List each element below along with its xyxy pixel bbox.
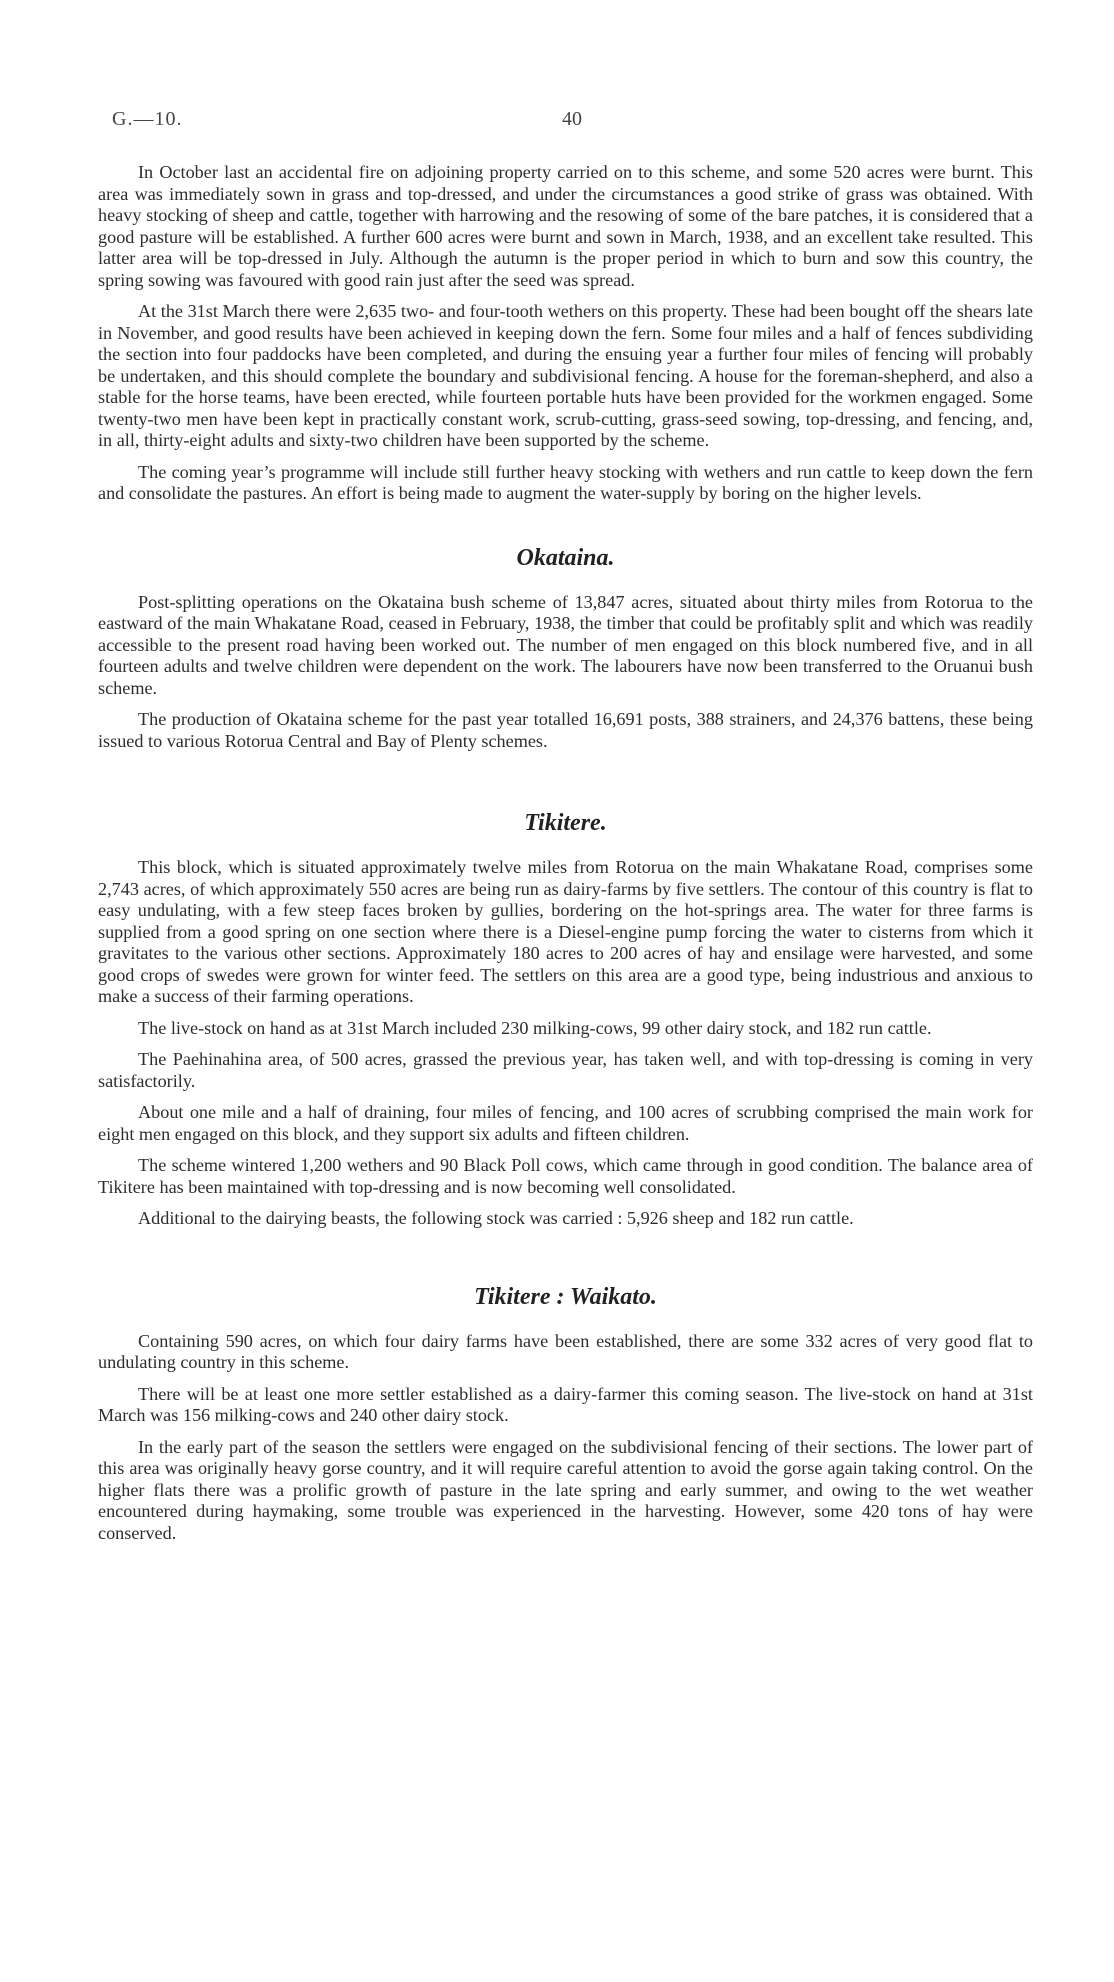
paragraph: In October last an accidental fire on adjoining property carried on to this scheme, and some 520 acres were burnt. This area was immediately sown in grass and top-dressed, and under the circumstances a good strike of grass was obtained. With heavy stocking of sheep and cattle, together with harrowing and the resowing of some of the bare patches, it is considered that a good pasture will be established. A further 600 acres were burnt and sown in March, 1938, and an excellent take resulted. This latter area will be top-dressed in July. Although the autumn is the proper period in which to burn and sow this country, the spring sowing was favoured with good rain just after the seed was spread.: [98, 162, 1033, 290]
document-reference: G.—10.: [112, 108, 183, 130]
paragraph: This block, which is situated approximately twelve miles from Rotorua on the main Whakatane Road, comprises some 2,743 acres, of which approximately 550 acres are being run as dairy-farms by five settlers. The contour of this country is flat to easy undulating, with a few steep faces broken by gullies, bordering on the hot-springs area. The water for three farms is supplied from a good spring on one section where there is a Diesel-engine pump forcing the water to cisterns from which it gravitates to the various other sections. Approximately 180 acres to 200 acres of hay and ensilage were harvested, and some good crops of swedes were grown for winter feed. The settlers on this area are a good type, being industrious and anxious to make a success of their farming operations.: [98, 857, 1033, 1006]
paragraph: The live-stock on hand as at 31st March included 230 milking-cows, 99 other dairy stock, and 182 run cattle.: [138, 1017, 932, 1038]
running-head: [112, 108, 1002, 138]
body-text: [98, 162, 1033, 1554]
paragraph: There will be at least one more settler established as a dairy-farmer this coming season. The live-stock on hand at 31st March was 156 milking-cows and 240 other dairy stock.: [98, 1383, 1033, 1425]
paragraph: The production of Okataina scheme for the past year totalled 16,691 posts, 388 strainers, and 24,376 battens, these being issued to various Rotorua Central and Bay of Plenty schemes.: [98, 709, 1033, 751]
paragraph: Post-splitting operations on the Okataina bush scheme of 13,847 acres, situated about thirty miles from Rotorua to the eastward of the main Whakatane Road, ceased in February, 1938, the timber that could be profitably split and which was readily accessible to the present road having been worked out. The number of men engaged on this block numbered five, and in all fourteen adults and twelve children were dependent on the work. The labourers have now been transferred to the Oruanui bush scheme.: [98, 591, 1033, 698]
paragraph: In the early part of the season the settlers were engaged on the subdivisional fencing of their sections. The lower part of this area was originally heavy gorse country, and it will require careful attention to avoid the gorse again taking control. On the higher flats there was a prolific growth of pasture in the late spring and early summer, and owing to the wet weather encountered during haymaking, some trouble was experienced in the harvesting. However, some 420 tons of hay were conserved.: [98, 1436, 1033, 1543]
paragraph: The coming year’s programme will include still further heavy stocking with wethers and run cattle to keep down the fern and consolidate the pastures. An effort is being made to augment the water-supply by boring on the higher levels.: [98, 461, 1033, 503]
section-heading-tikitere-waikato: Tikitere : Waikato.: [474, 1283, 657, 1310]
section-heading-okataina: Okataina.: [516, 544, 615, 571]
section-heading-tikitere: Tikitere.: [524, 810, 607, 836]
paragraph: At the 31st March there were 2,635 two- and four-tooth wethers on this property. These had been bought off the shears late in November, and good results have been achieved in keeping down the fern. Some four miles and a half of fences subdividing the section into four paddocks have been completed, and during the ensuing year a further four miles of fencing will probably be undertaken, and this should complete the boundary and subdivisional fencing. A house for the foreman-shepherd, and also a stable for the horse teams, have been erected, while fourteen portable huts have been provided for the workmen engaged. Some twenty-two men have been kept in practically constant work, scrub-cutting, grass-seed sowing, top-dressing, and fencing, and, in all, thirty-eight adults and sixty-two children have been supported by the scheme.: [98, 301, 1033, 450]
paragraph: Additional to the dairying beasts, the following stock was carried : 5,926 sheep and 182 run cattle.: [138, 1208, 854, 1228]
paragraph: The scheme wintered 1,200 wethers and 90 Black Poll cows, which came through in good condition. The balance area of Tikitere has been maintained with top-dressing and is now becoming well consolidated.: [98, 1155, 1033, 1197]
page-number: 40: [562, 108, 582, 130]
paragraph: Containing 590 acres, on which four dairy farms have been established, there are some 332 acres of very good flat to undulating country in this scheme.: [98, 1330, 1033, 1372]
paragraph: About one mile and a half of draining, four miles of fencing, and 100 acres of scrubbing comprised the main work for eight men engaged on this block, and they support six adults and fifteen children.: [98, 1102, 1033, 1144]
paragraph: The Paehinahina area, of 500 acres, grassed the previous year, has taken well, and with top-dressing is coming in very satisfactorily.: [98, 1049, 1033, 1091]
